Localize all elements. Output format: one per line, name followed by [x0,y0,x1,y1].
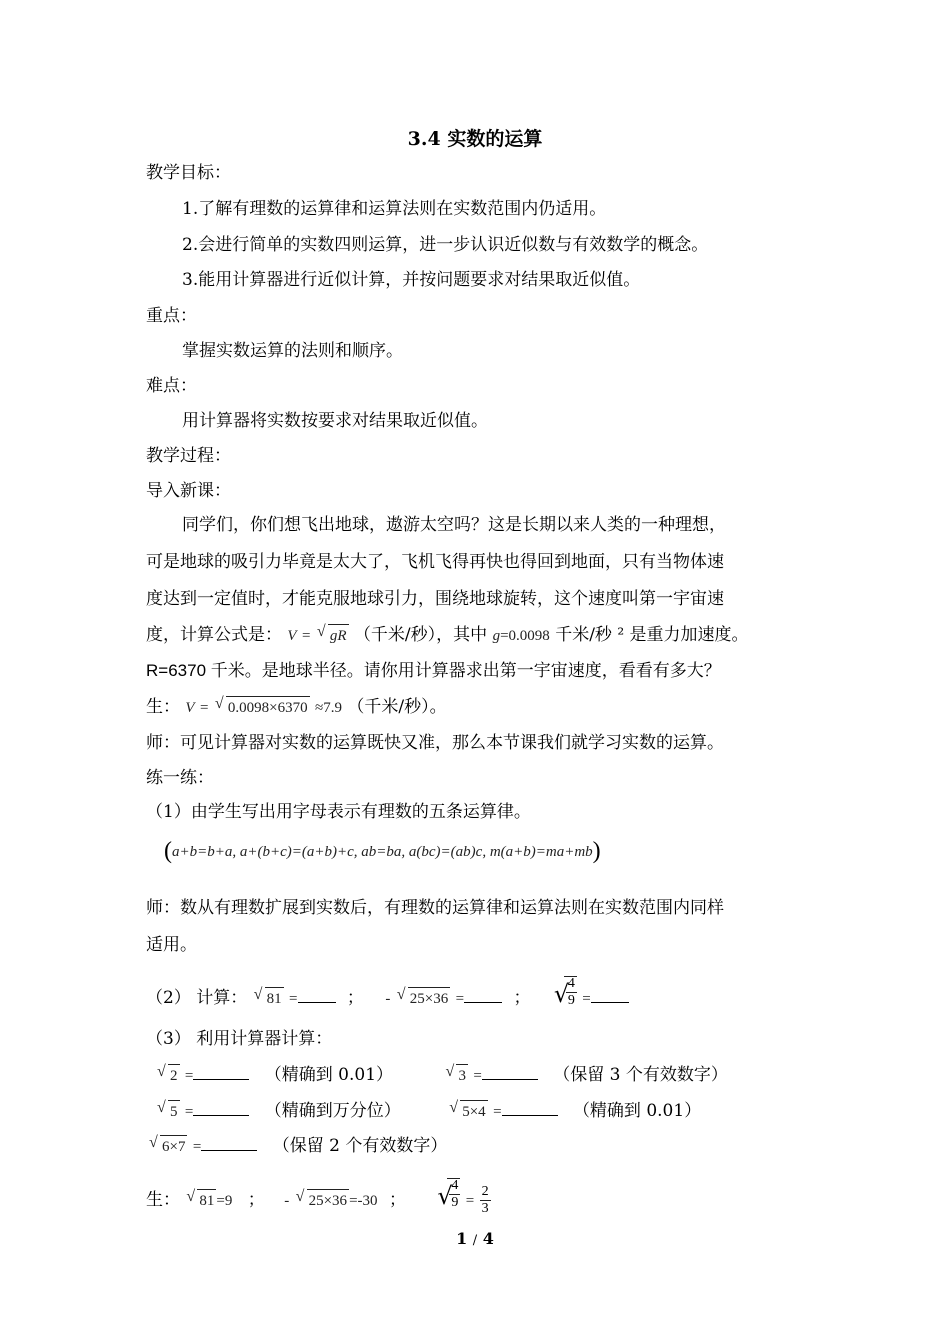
operation-laws: (a+b=b+a, a+(b+c)=(a+b)+c, ab=ba, a(bc)=(ab)c, m(a+b)=ma+mb) [164,838,601,864]
practice-label: 练一练： [146,768,214,788]
answer-fraction-radical: √ $\frac{4}{9}$ [437,1178,459,1210]
question-3: （3） 利用计算器计算： [146,1029,333,1049]
formula-g: g [492,628,501,644]
teacher-remark-2-line-1: 师：数从有理数扩展到实数后，有理数的运算律和运算法则在实数范围内同样 [146,898,724,918]
fraction-radical: √ $\frac{4}{9}$ [553,976,575,1008]
question-3-row-3: √ 6×7 = （保留 2 个有效数字） [148,1135,447,1158]
intro-paragraph-line-5: R=6370 千米。是地球半径。请你用计算器求出第一宇宙速度，看看有多大？ [146,661,721,680]
question-3-row-2: √ 5 = （精确到万分位） √ 5×4 = （精确到 0.01） [156,1100,701,1123]
difficulty-label: 难点： [146,376,197,396]
answer-blank [298,1002,336,1003]
answer-blank [201,1150,257,1151]
teacher-remark-1: 师：可见计算器对实数的运算既快又准，那么本节课我们就学习实数的运算。 [146,733,724,753]
student-answers: 生： √ 81 =9 ； - √ 25×36 =-30 ； √ $\frac{4}{9}$ = $\frac{2}{3}$ [146,1184,491,1217]
intro-paragraph-line-2: 可是地球的吸引力毕竟是太大了，飞机飞得再快也得回到地面，只有当物体速 [146,552,724,572]
goal-1: 1.了解有理数的运算律和运算法则在实数范围内仍适用。 [182,199,607,219]
answer-blank [464,1002,502,1003]
intro-paragraph-line-1: 同学们，你们想飞出地球，遨游太空吗？这是长期以来人类的一种理想， [182,515,726,535]
answer-blank [193,1079,249,1080]
intro-paragraph-line-3: 度达到一定值时，才能克服地球引力，围绕地球旋转，这个速度叫第一宇宙速 [146,589,724,609]
answer-blank [502,1115,558,1116]
answer-blank [193,1115,249,1116]
answer-blank [591,1002,629,1003]
key-label: 重点： [146,306,197,326]
process-label: 教学过程： [146,446,231,466]
key-text: 掌握实数运算的法则和顺序。 [182,341,403,361]
difficulty-text: 用计算器将实数按要求对结果取近似值。 [182,411,488,431]
answer-blank [482,1079,538,1080]
speed-radical: √ 0.0098×6370 [226,696,310,719]
question-2: （2） 计算： √ 81 = ； - √ 25×36 = ； √ $\frac{4}{9}$ = [146,982,629,1015]
student-answer-speed: 生： V = √ 0.0098×6370 ≈7.9 （千米/秒）。 [146,696,447,719]
teacher-remark-2-line-2: 适用。 [146,935,197,955]
goal-2: 2.会进行简单的实数四则运算，进一步认识近似数与有效数学的概念。 [182,235,709,255]
question-3-row-1: √ 2 = （精确到 0.01） √ 3 = （保留 3 个有效数字） [156,1064,728,1087]
intro-label: 导入新课： [146,481,231,501]
page-number: 1 / 4 [456,1229,494,1248]
question-1: （1）由学生写出用字母表示有理数的五条运算律。 [146,802,531,822]
intro-paragraph-line-4: 度，计算公式是： V = √ gR （千米/秒），其中 g=0.0098 千米/秒 ² 是重力加速度。 [146,624,749,647]
formula-gr-radical: √ gR [328,624,349,647]
goals-label: 教学目标： [146,163,231,183]
goal-3: 3.能用计算器进行近似计算，并按问题要求对结果取近似值。 [182,270,641,290]
page-title: 3.4 实数的运算 [407,128,543,150]
formula-v: V [287,628,297,644]
answer-fraction: $\frac{2}{3}$ [481,1184,489,1216]
